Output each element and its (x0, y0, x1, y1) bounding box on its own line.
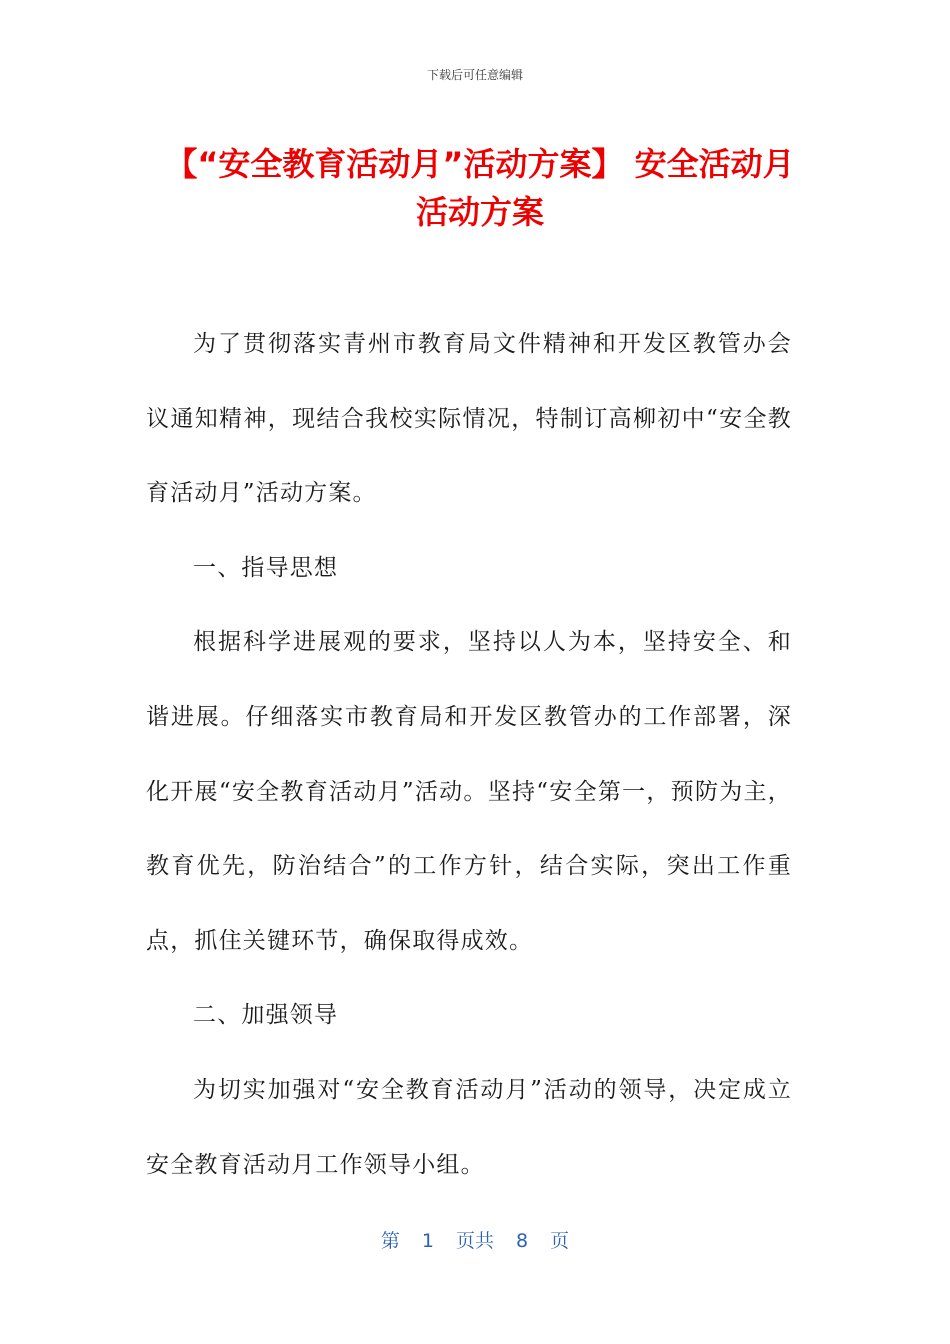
page-label-middle: 页共 (455, 1230, 494, 1252)
page-label-suffix: 页 (550, 1230, 570, 1252)
current-page-number: 1 (421, 1230, 434, 1252)
document-body (146, 307, 792, 1202)
total-pages-number: 8 (516, 1230, 529, 1252)
document-title: 【“安全教育活动月”活动方案】 安全活动月活动方案 (165, 145, 795, 231)
section-heading-leadership: 二、加强领导 (193, 1002, 339, 1029)
page-label-prefix: 第 (380, 1230, 400, 1252)
paragraph-leadership: 为切实加强对“安全教育活动月”活动的领导，决定成立安全教育活动月工作领导小组。 (146, 1076, 792, 1178)
page-number-footer (0, 1226, 950, 1253)
section-heading-guiding-thought: 一、指导思想 (193, 554, 339, 581)
header-note: 下载后可任意编辑 (426, 68, 523, 82)
paragraph-guiding-thought: 根据科学进展观的要求，坚持以人为本，坚持安全、和谐进展。仔细落实市教育局和开发区教管办的工作部署，深化开展“安全教育活动月”活动。坚持“安全第一，预防为主，教育优先，防治结合”的工作方针，结合实际，突出工作重点，抓住关键环节，确保取得成效。 (146, 629, 792, 954)
paragraph-intro: 为了贯彻落实青州市教育局文件精神和开发区教管办会议通知精神，现结合我校实际情况，特制订高柳初中“安全教育活动月”活动方案。 (146, 331, 792, 507)
